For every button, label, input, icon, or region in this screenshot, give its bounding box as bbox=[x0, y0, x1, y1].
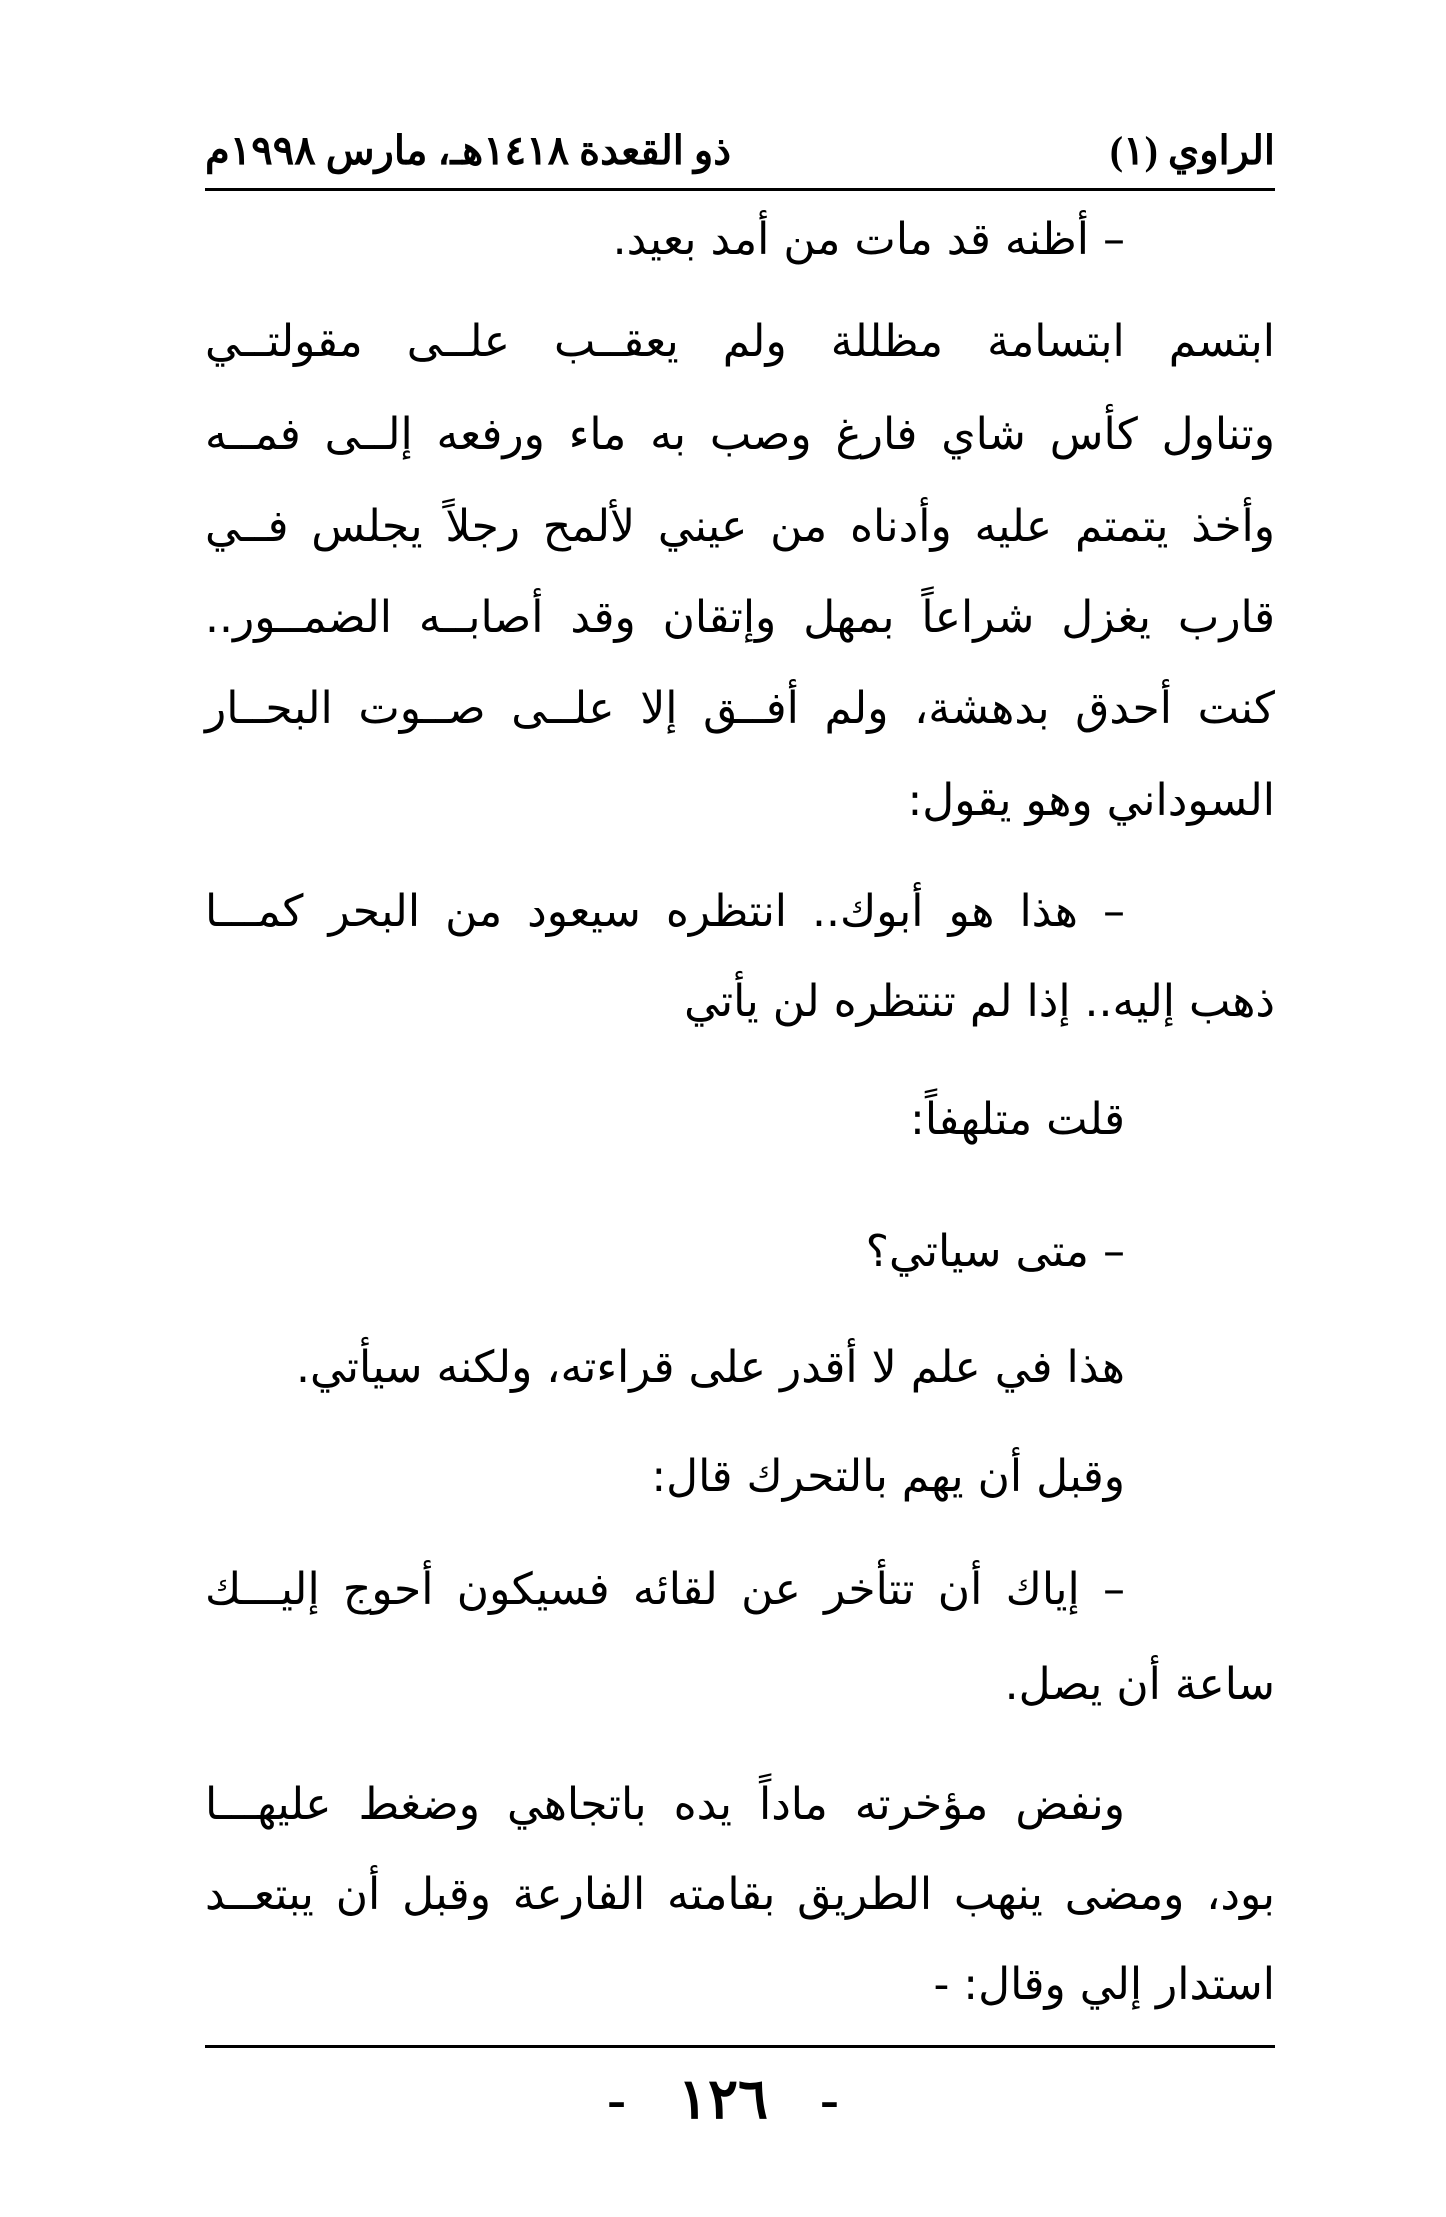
text-line: استدار إلي وقال: - bbox=[933, 1959, 1275, 2010]
issue-date: ذو القعدة ١٤١٨هـ، مارس ١٩٩٨م bbox=[205, 128, 732, 173]
text-line: – أظنه قد مات من أمد بعيد. bbox=[612, 214, 1125, 265]
text-line: ساعة أن يصل. bbox=[1004, 1659, 1275, 1710]
text-line: بود، ومضى ينهب الطريق بقامته الفارعة وقبل أن يبتعــد bbox=[205, 1869, 1275, 1920]
dash-right: - bbox=[820, 2069, 839, 2131]
page-number-footer bbox=[0, 2060, 1446, 2140]
text-line: وتناول كأس شاي فارغ وصب به ماء ورفعه إلــى فمــه bbox=[205, 409, 1275, 460]
text-line: ابتسم ابتسامة مظللة ولم يعقــب علــى مقولتــي bbox=[205, 316, 1275, 367]
text-line: وأخذ يتمتم عليه وأدناه من عيني لألمح رجلاً يجلس فــي bbox=[205, 501, 1275, 552]
text-line: – هذا هو أبوك.. انتظره سيعود من البحر كمـــا bbox=[205, 886, 1125, 937]
text-line: وقبل أن يهم بالتحرك قال: bbox=[651, 1451, 1125, 1502]
text-line: هذا في علم لا أقدر على قراءته، ولكنه سيأتي. bbox=[296, 1342, 1125, 1393]
text-line: السوداني وهو يقول: bbox=[907, 775, 1275, 826]
dash-left: - bbox=[607, 2069, 626, 2131]
page-number: ١٢٦ bbox=[677, 2069, 769, 2131]
text-line: قلت متلهفاً: bbox=[910, 1094, 1125, 1145]
text-line: ذهب إليه.. إذا لم تنتظره لن يأتي bbox=[684, 976, 1275, 1027]
text-line: كنت أحدق بدهشة، ولم أفــق إلا علــى صــوت البحــار bbox=[205, 683, 1275, 734]
text-line: قارب يغزل شراعاً بمهل وإتقان وقد أصابــه الضمــور.. bbox=[205, 592, 1275, 643]
text-line: ونفض مؤخرته ماداً يده باتجاهي وضغط عليهـــا bbox=[205, 1779, 1125, 1830]
header-rule bbox=[205, 188, 1275, 191]
journal-title: الراوي (١) bbox=[1109, 128, 1275, 173]
running-header bbox=[205, 118, 1275, 188]
text-line: – إياك أن تتأخر عن لقائه فسيكون أحوج إليـــك bbox=[205, 1564, 1125, 1615]
text-line: – متى سياتي؟ bbox=[865, 1226, 1125, 1277]
footer-rule bbox=[205, 2045, 1275, 2048]
